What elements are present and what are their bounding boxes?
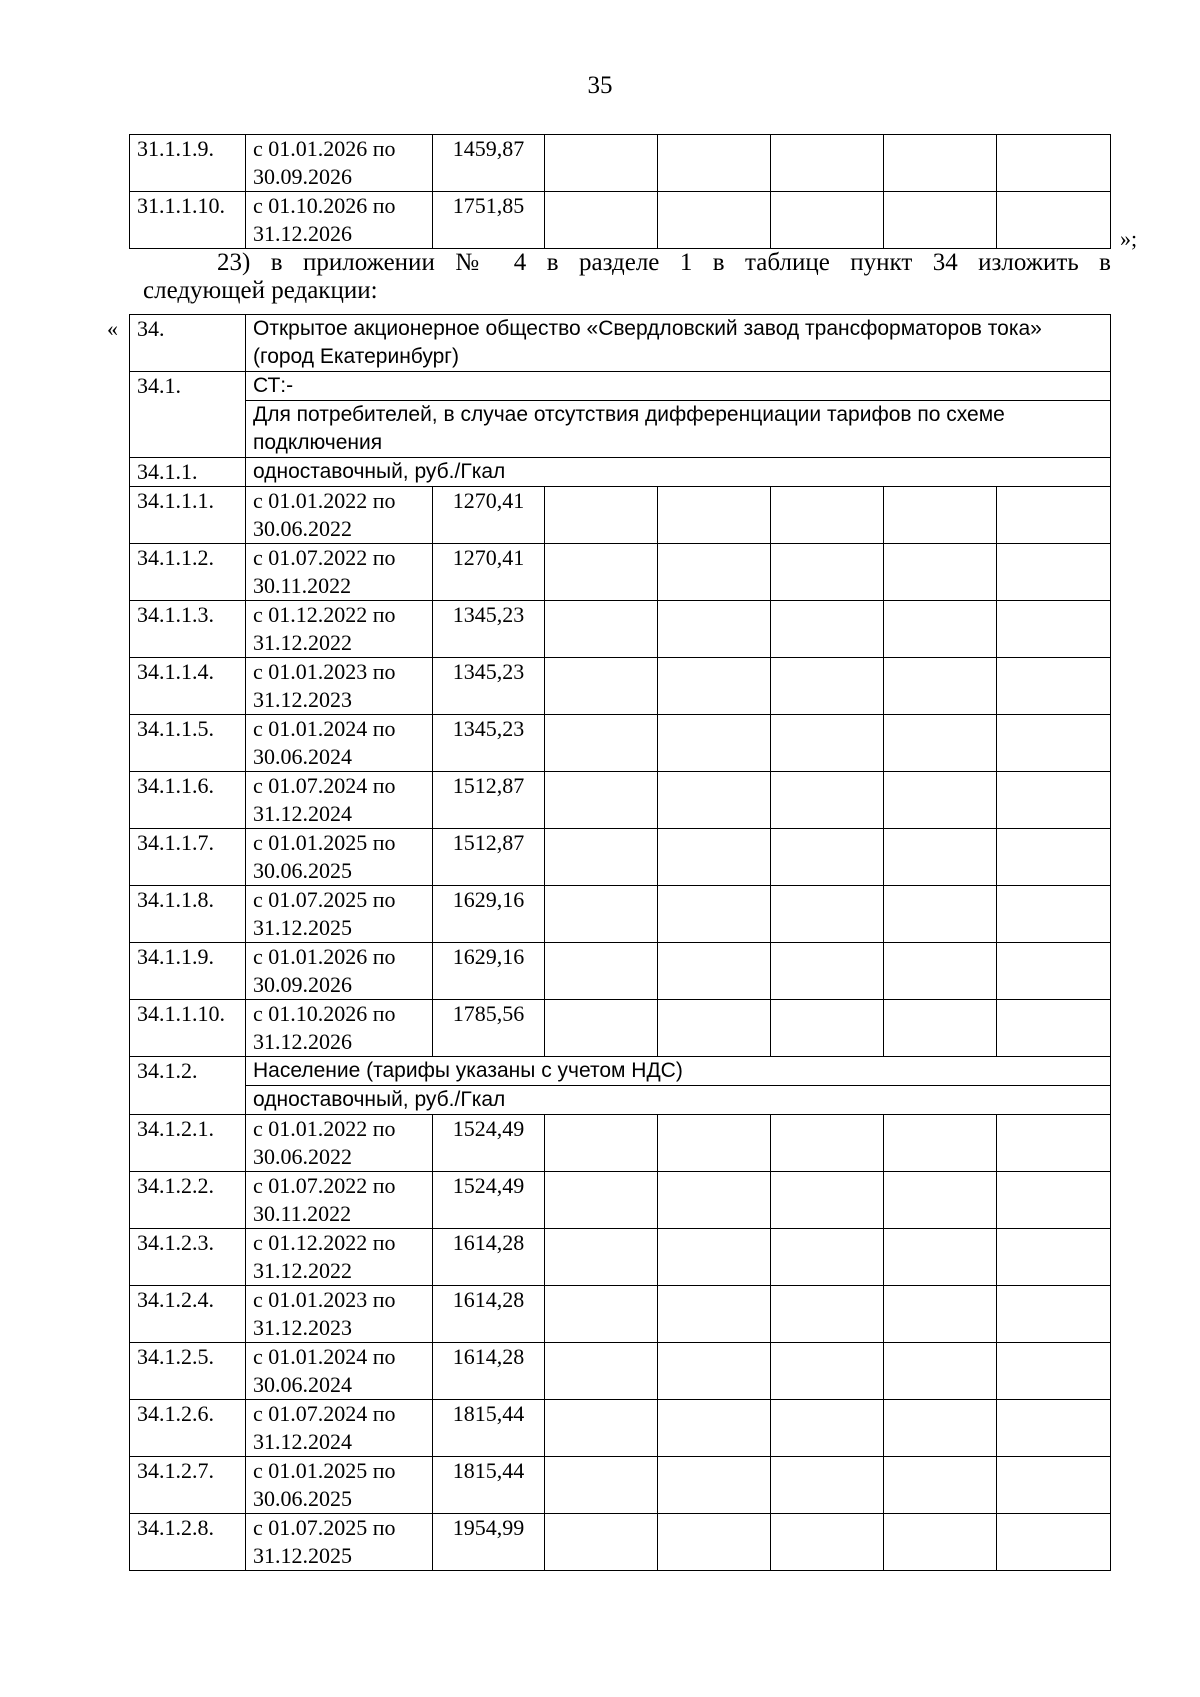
tariff-type-label: одноставочный, руб./Гкал [246, 1086, 1111, 1115]
period-cell: с 01.01.2025 по 30.06.2025 [246, 1457, 433, 1514]
empty-cell [545, 1000, 658, 1057]
empty-cell [884, 829, 997, 886]
opening-quote: « [107, 316, 118, 341]
empty-cell [771, 1457, 884, 1514]
tariff-table-continuation [129, 134, 1111, 249]
table-row [130, 943, 1111, 1000]
row-number: 34.1.2.8. [130, 1514, 246, 1571]
row-number: 34.1.1.2. [130, 544, 246, 601]
period-cell: с 01.01.2022 по 30.06.2022 [246, 487, 433, 544]
table-row [130, 192, 1111, 249]
empty-cell [997, 1000, 1111, 1057]
row-number: 34.1.1.10. [130, 1000, 246, 1057]
table-row [130, 1343, 1111, 1400]
empty-cell [997, 601, 1111, 658]
tariff-value: 1270,41 [433, 544, 545, 601]
table-row [130, 1172, 1111, 1229]
empty-cell [545, 487, 658, 544]
empty-cell [997, 1457, 1111, 1514]
table-row [130, 1457, 1111, 1514]
period-cell: с 01.01.2023 по 31.12.2023 [246, 658, 433, 715]
empty-cell [884, 658, 997, 715]
empty-cell [658, 1514, 771, 1571]
tariff-value: 1524,49 [433, 1115, 545, 1172]
consumer-description: Для потребителей, в случае отсутствия дифференциации тарифов по схеме подключения [246, 401, 1111, 458]
row-number: 34.1.1.4. [130, 658, 246, 715]
tariff-type-label: одноставочный, руб./Гкал [246, 458, 1111, 487]
empty-cell [545, 886, 658, 943]
row-number: 34.1.2.4. [130, 1286, 246, 1343]
tariff-value: 1345,23 [433, 601, 545, 658]
period-cell: с 01.01.2026 по 30.09.2026 [246, 943, 433, 1000]
table-row [130, 401, 1111, 458]
empty-cell [545, 658, 658, 715]
empty-cell [658, 943, 771, 1000]
table-row [130, 1400, 1111, 1457]
period-cell: с 01.07.2024 по 31.12.2024 [246, 1400, 433, 1457]
period-cell: с 01.10.2026 по 31.12.2026 [246, 192, 433, 249]
empty-cell [997, 829, 1111, 886]
table-row [130, 1514, 1111, 1571]
tariff-value: 1629,16 [433, 886, 545, 943]
period-cell: с 01.01.2024 по 30.06.2024 [246, 1343, 433, 1400]
period-cell: с 01.07.2022 по 30.11.2022 [246, 1172, 433, 1229]
period-cell: с 01.07.2025 по 31.12.2025 [246, 886, 433, 943]
period-cell: с 01.10.2026 по 31.12.2026 [246, 1000, 433, 1057]
empty-cell [658, 1115, 771, 1172]
empty-cell [545, 1172, 658, 1229]
tariff-value: 1785,56 [433, 1000, 545, 1057]
tariff-value: 1524,49 [433, 1172, 545, 1229]
empty-cell [997, 886, 1111, 943]
empty-cell [545, 135, 658, 192]
empty-cell [545, 1400, 658, 1457]
empty-cell [658, 192, 771, 249]
empty-cell [545, 1457, 658, 1514]
empty-cell [997, 1286, 1111, 1343]
empty-cell [884, 1172, 997, 1229]
empty-cell [884, 544, 997, 601]
tariff-value: 1512,87 [433, 829, 545, 886]
table-row [130, 829, 1111, 886]
row-number: 34.1.1.8. [130, 886, 246, 943]
row-number: 31.1.1.9. [130, 135, 246, 192]
period-cell: с 01.12.2022 по 31.12.2022 [246, 601, 433, 658]
empty-cell [545, 715, 658, 772]
empty-cell [884, 1514, 997, 1571]
empty-cell [884, 943, 997, 1000]
system-label: СТ:- [246, 372, 1111, 401]
empty-cell [771, 1172, 884, 1229]
empty-cell [545, 1115, 658, 1172]
empty-cell [884, 601, 997, 658]
row-number: 34.1.1.6. [130, 772, 246, 829]
tariff-value: 1815,44 [433, 1400, 545, 1457]
tariff-value: 1751,85 [433, 192, 545, 249]
empty-cell [771, 886, 884, 943]
tariff-value: 1345,23 [433, 715, 545, 772]
tariff-value: 1345,23 [433, 658, 545, 715]
empty-cell [771, 772, 884, 829]
tariff-value: 1815,44 [433, 1457, 545, 1514]
empty-cell [658, 487, 771, 544]
period-cell: с 01.01.2026 по 30.09.2026 [246, 135, 433, 192]
period-cell: с 01.12.2022 по 31.12.2022 [246, 1229, 433, 1286]
empty-cell [997, 1115, 1111, 1172]
empty-cell [997, 658, 1111, 715]
empty-cell [658, 1172, 771, 1229]
empty-cell [771, 135, 884, 192]
empty-cell [658, 886, 771, 943]
table-row [130, 715, 1111, 772]
empty-cell [997, 192, 1111, 249]
empty-cell [771, 829, 884, 886]
item-number: 34.1. [130, 372, 246, 458]
empty-cell [997, 544, 1111, 601]
empty-cell [771, 1115, 884, 1172]
empty-cell [884, 715, 997, 772]
population-group-title: Население (тарифы указаны с учетом НДС) [246, 1057, 1111, 1086]
period-cell: с 01.07.2024 по 31.12.2024 [246, 772, 433, 829]
table-row [130, 315, 1111, 372]
empty-cell [997, 772, 1111, 829]
row-number: 34.1.1.5. [130, 715, 246, 772]
empty-cell [884, 487, 997, 544]
empty-cell [771, 943, 884, 1000]
row-number: 34.1.2.2. [130, 1172, 246, 1229]
empty-cell [884, 1229, 997, 1286]
row-number: 34.1.1.1. [130, 487, 246, 544]
period-cell: с 01.01.2024 по 30.06.2024 [246, 715, 433, 772]
row-number: 34.1.1.3. [130, 601, 246, 658]
table-row [130, 1229, 1111, 1286]
empty-cell [771, 192, 884, 249]
table-row [130, 601, 1111, 658]
empty-cell [545, 1514, 658, 1571]
empty-cell [771, 544, 884, 601]
row-number: 34.1.2.7. [130, 1457, 246, 1514]
row-number: 34.1.2.1. [130, 1115, 246, 1172]
empty-cell [771, 1343, 884, 1400]
item-number: 34.1.2. [130, 1057, 246, 1115]
empty-cell [658, 1000, 771, 1057]
empty-cell [658, 1400, 771, 1457]
empty-cell [884, 1115, 997, 1172]
page-number: 35 [587, 72, 613, 99]
empty-cell [771, 487, 884, 544]
tariff-value: 1954,99 [433, 1514, 545, 1571]
tariff-value: 1614,28 [433, 1343, 545, 1400]
row-number: 34.1.2.6. [130, 1400, 246, 1457]
empty-cell [545, 192, 658, 249]
empty-cell [884, 1400, 997, 1457]
empty-cell [997, 1400, 1111, 1457]
empty-cell [658, 1229, 771, 1286]
empty-cell [997, 1514, 1111, 1571]
table-row [130, 658, 1111, 715]
empty-cell [771, 1400, 884, 1457]
empty-cell [771, 658, 884, 715]
closing-quote: »; [1120, 226, 1138, 251]
empty-cell [545, 772, 658, 829]
tariff-value: 1629,16 [433, 943, 545, 1000]
empty-cell [884, 1000, 997, 1057]
tariff-table-item-34 [129, 314, 1111, 1571]
empty-cell [884, 192, 997, 249]
empty-cell [884, 772, 997, 829]
table-row [130, 487, 1111, 544]
period-cell: с 01.07.2025 по 31.12.2025 [246, 1514, 433, 1571]
empty-cell [658, 1343, 771, 1400]
empty-cell [771, 1229, 884, 1286]
empty-cell [545, 829, 658, 886]
empty-cell [997, 1172, 1111, 1229]
period-cell: с 01.07.2022 по 30.11.2022 [246, 544, 433, 601]
empty-cell [658, 1286, 771, 1343]
table-row [130, 772, 1111, 829]
row-number: 34.1.2.3. [130, 1229, 246, 1286]
row-number: 34.1.2.5. [130, 1343, 246, 1400]
table-row [130, 886, 1111, 943]
table-row [130, 1115, 1111, 1172]
table-row [130, 544, 1111, 601]
empty-cell [997, 1343, 1111, 1400]
row-number: 34.1.1.9. [130, 943, 246, 1000]
tariff-value: 1512,87 [433, 772, 545, 829]
period-cell: с 01.01.2023 по 31.12.2023 [246, 1286, 433, 1343]
item-number: 34.1.1. [130, 458, 246, 487]
amendment-instruction-cont: следующей редакции: [143, 277, 378, 304]
empty-cell [997, 1229, 1111, 1286]
empty-cell [771, 601, 884, 658]
tariff-value: 1270,41 [433, 487, 545, 544]
empty-cell [658, 772, 771, 829]
empty-cell [997, 135, 1111, 192]
table-row [130, 1057, 1111, 1086]
empty-cell [884, 886, 997, 943]
empty-cell [997, 715, 1111, 772]
empty-cell [545, 544, 658, 601]
tariff-value: 1614,28 [433, 1229, 545, 1286]
empty-cell [658, 658, 771, 715]
period-cell: с 01.01.2022 по 30.06.2022 [246, 1115, 433, 1172]
empty-cell [884, 1343, 997, 1400]
empty-cell [658, 135, 771, 192]
empty-cell [997, 487, 1111, 544]
empty-cell [658, 544, 771, 601]
empty-cell [545, 943, 658, 1000]
empty-cell [658, 829, 771, 886]
table-row [130, 1086, 1111, 1115]
empty-cell [658, 715, 771, 772]
tariff-value: 1459,87 [433, 135, 545, 192]
row-number: 31.1.1.10. [130, 192, 246, 249]
empty-cell [771, 715, 884, 772]
organization-name: Открытое акционерное общество «Свердловский завод трансформаторов тока» (город Екатеринбург) [246, 315, 1111, 372]
empty-cell [545, 601, 658, 658]
empty-cell [545, 1343, 658, 1400]
empty-cell [771, 1514, 884, 1571]
empty-cell [658, 601, 771, 658]
row-number: 34.1.1.7. [130, 829, 246, 886]
tariff-value: 1614,28 [433, 1286, 545, 1343]
amendment-instruction: 23) в приложении № 4 в разделе 1 в таблице пункт 34 изложить в [217, 249, 1111, 276]
table-row [130, 135, 1111, 192]
period-cell: с 01.01.2025 по 30.06.2025 [246, 829, 433, 886]
table-row [130, 458, 1111, 487]
empty-cell [658, 1457, 771, 1514]
empty-cell [545, 1286, 658, 1343]
empty-cell [771, 1286, 884, 1343]
table-row [130, 372, 1111, 401]
empty-cell [545, 1229, 658, 1286]
empty-cell [884, 1457, 997, 1514]
empty-cell [884, 135, 997, 192]
table-row [130, 1000, 1111, 1057]
table-row [130, 1286, 1111, 1343]
empty-cell [884, 1286, 997, 1343]
item-number: 34. [130, 315, 246, 372]
empty-cell [997, 943, 1111, 1000]
empty-cell [771, 1000, 884, 1057]
